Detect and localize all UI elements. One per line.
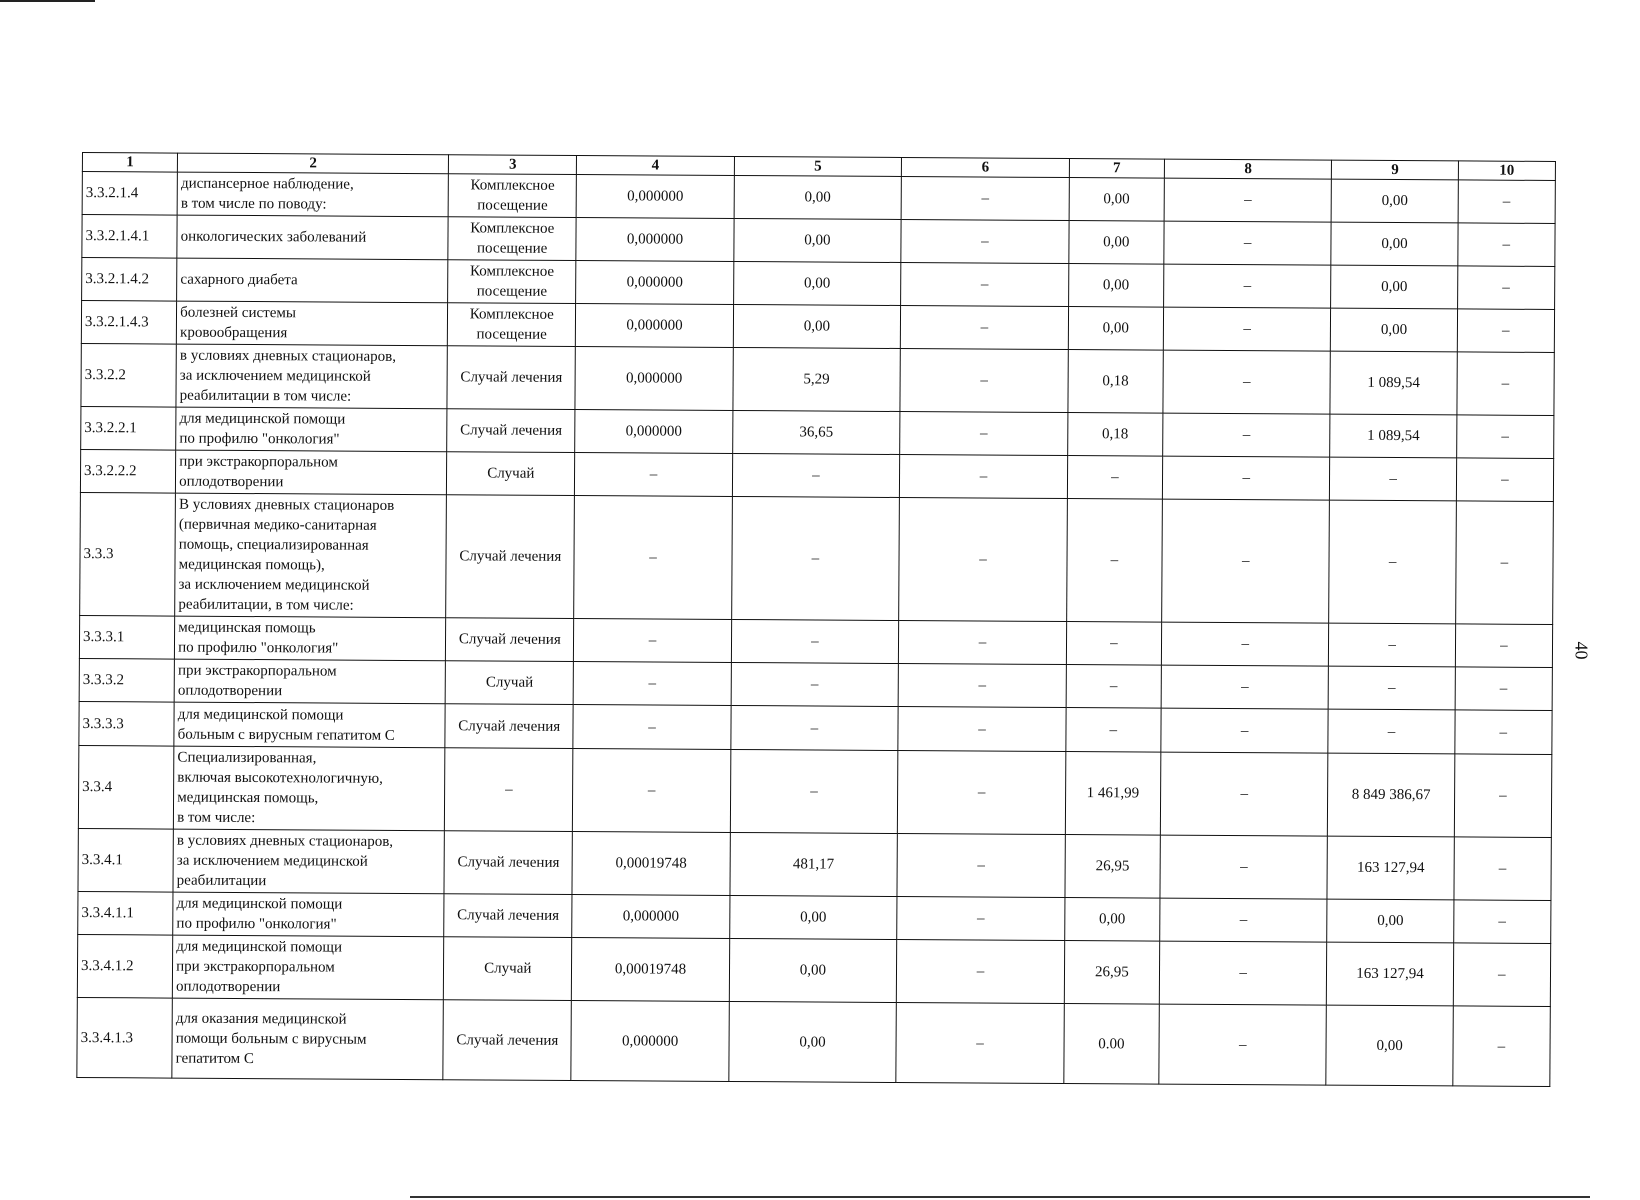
row-col-6: – — [901, 220, 1069, 264]
table-row — [78, 745, 1551, 837]
row-col-7: – — [1066, 622, 1161, 666]
row-col-6: – — [896, 1002, 1064, 1083]
row-col-8: – — [1162, 499, 1330, 623]
row-name: болезней системы кровообращения — [176, 301, 447, 346]
row-col-4: – — [574, 662, 731, 706]
row-unit: Случай лечения — [446, 495, 575, 619]
row-col-7: 0,00 — [1068, 307, 1163, 351]
row-name: сахарного диабета — [177, 258, 448, 303]
row-col-10: – — [1453, 900, 1551, 944]
row-col-4: – — [574, 619, 731, 663]
row-col-10: – — [1457, 266, 1555, 310]
row-col-8: – — [1159, 941, 1327, 1005]
row-col-7: – — [1066, 708, 1161, 753]
row-name: диспансерное наблюдение, в том числе по поводу: — [177, 172, 448, 217]
row-col-5: 0,00 — [734, 175, 902, 219]
row-name: медицинская помощь по профилю "онкология" — [175, 616, 446, 661]
row-col-5: 36,65 — [732, 410, 900, 454]
row-code: 3.3.2.2 — [81, 343, 177, 407]
row-col-6: – — [900, 455, 1068, 499]
row-col-7: 0,00 — [1068, 264, 1163, 308]
column-header-4: 4 — [577, 156, 734, 176]
row-col-9: 0,00 — [1331, 222, 1457, 266]
row-col-9: 0,00 — [1332, 179, 1458, 223]
row-col-10: – — [1453, 943, 1551, 1007]
column-header-6: 6 — [902, 158, 1070, 178]
row-code: 3.3.2.2.1 — [81, 406, 176, 450]
row-name: при экстракорпоральном оплодотворении — [176, 450, 447, 495]
row-col-5: 0,00 — [733, 218, 901, 262]
row-col-4: – — [573, 749, 731, 833]
row-name: Специализированная, включая высокотехнологичную, медицинская помощь, в том числе: — [174, 746, 446, 831]
row-col-10: – — [1452, 1006, 1550, 1087]
row-col-9: – — [1330, 457, 1456, 501]
row-unit: – — [445, 748, 574, 832]
row-name: для медицинской помощи по профилю "онкология" — [176, 407, 447, 452]
row-name: в условиях дневных стационаров, за исключением медицинской реабилитации — [173, 829, 444, 894]
table-row — [78, 828, 1551, 900]
row-name: при экстракорпоральном оплодотворении — [174, 659, 445, 704]
row-col-5: – — [731, 662, 899, 706]
row-col-4: 0,000000 — [575, 347, 733, 411]
row-unit: Случай — [445, 661, 574, 705]
row-col-10: – — [1456, 458, 1554, 502]
row-col-5: 0,00 — [728, 1001, 896, 1082]
row-code: 3.3.3.2 — [79, 658, 174, 702]
row-col-4: 0,000000 — [576, 304, 733, 348]
row-unit: Комплексное посещение — [448, 174, 577, 218]
row-name: для медицинской помощи больным с вирусным гепатитом С — [174, 702, 445, 748]
row-col-5: 0,00 — [733, 304, 901, 348]
row-col-9: 163 127,94 — [1327, 836, 1454, 900]
row-col-6: – — [901, 177, 1069, 221]
row-col-7: 0,18 — [1068, 350, 1164, 414]
row-col-10: – — [1455, 710, 1553, 755]
row-code: 3.3.4 — [78, 745, 174, 829]
row-col-6: – — [900, 349, 1068, 413]
row-col-6: – — [898, 706, 1066, 751]
row-name: для медицинской помощи по профилю "онкология" — [173, 892, 444, 937]
row-col-7: 26,95 — [1064, 941, 1160, 1005]
row-col-4: 0,000000 — [576, 261, 733, 305]
row-col-10: – — [1455, 501, 1553, 625]
row-unit: Комплексное посещение — [448, 217, 577, 261]
row-unit: Случай — [447, 452, 576, 496]
row-unit: Комплексное посещение — [448, 260, 577, 304]
row-unit: Случай лечения — [447, 346, 576, 410]
row-name: в условиях дневных стационаров, за исключением медицинской реабилитации в том числе: — [176, 344, 447, 409]
row-col-8: – — [1163, 307, 1331, 351]
row-col-4: 0,000000 — [571, 1001, 729, 1082]
row-code: 3.3.4.1.3 — [77, 997, 173, 1078]
row-col-10: – — [1454, 837, 1552, 901]
column-header-8: 8 — [1164, 159, 1332, 179]
row-col-9: – — [1329, 623, 1455, 667]
column-header-3: 3 — [449, 155, 577, 175]
row-col-4: – — [573, 705, 730, 750]
row-unit: Комплексное посещение — [447, 303, 576, 347]
row-col-6: – — [899, 498, 1067, 622]
row-col-8: – — [1160, 835, 1328, 899]
row-col-4: 0,00019748 — [572, 938, 730, 1002]
page-number: 40 — [1571, 641, 1592, 660]
row-col-4: 0,000000 — [572, 895, 729, 939]
row-col-7: – — [1066, 499, 1162, 623]
table-row — [77, 934, 1550, 1006]
row-unit: Случай лечения — [443, 1000, 572, 1081]
row-col-7: 0,00 — [1069, 178, 1164, 222]
column-header-10: 10 — [1458, 161, 1555, 181]
row-col-7: 0,18 — [1067, 413, 1162, 457]
row-col-9: – — [1329, 500, 1456, 624]
row-col-5: 481,17 — [730, 832, 898, 896]
row-col-8: – — [1160, 752, 1328, 836]
data-table — [76, 152, 1556, 1087]
row-col-5: 5,29 — [733, 347, 901, 411]
row-code: 3.3.2.1.4.2 — [82, 258, 177, 302]
row-name: для медицинской помощи при экстракорпоральном оплодотворении — [172, 935, 443, 1000]
row-name: В условиях дневных стационаров (первичная медико-санитарная помощь, специализированная медицинская помощь), за исключением медицинской реабилитации, в том числе: — [175, 493, 447, 618]
row-col-8: – — [1162, 456, 1330, 500]
row-col-9: 0,00 — [1331, 308, 1457, 352]
row-col-8: – — [1163, 413, 1331, 457]
row-col-6: – — [897, 896, 1065, 940]
row-col-10: – — [1456, 415, 1554, 459]
table-row — [77, 997, 1550, 1086]
row-col-8: – — [1163, 264, 1331, 308]
row-col-7: – — [1067, 456, 1162, 500]
row-col-9: 8 849 386,67 — [1328, 753, 1455, 837]
row-col-6: – — [897, 833, 1065, 897]
row-col-9: 0,00 — [1326, 1005, 1453, 1086]
row-col-8: – — [1159, 1004, 1327, 1085]
row-col-5: – — [732, 453, 900, 497]
row-code: 3.3.4.1.1 — [78, 891, 173, 935]
row-col-4: 0,000000 — [577, 175, 734, 219]
row-code: 3.3.2.2.2 — [80, 449, 175, 493]
row-col-6: – — [898, 663, 1066, 707]
row-col-10: – — [1455, 667, 1553, 711]
column-header-7: 7 — [1069, 159, 1164, 179]
row-code: 3.3.2.1.4.3 — [81, 301, 176, 345]
row-col-7: 26,95 — [1065, 835, 1161, 899]
row-col-8: – — [1161, 708, 1329, 753]
row-col-10: – — [1455, 624, 1553, 668]
table-row — [81, 343, 1554, 415]
row-col-4: – — [574, 496, 732, 620]
row-name: для оказания медицинской помощи больным с вирусным гепатитом С — [172, 998, 443, 1080]
row-code: 3.3.3.1 — [79, 615, 174, 659]
row-col-4: 0,000000 — [576, 218, 733, 262]
row-col-5: 0,00 — [733, 261, 901, 305]
row-col-8: – — [1161, 622, 1329, 666]
row-code: 3.3.4.1 — [78, 828, 174, 892]
row-col-5: – — [730, 749, 898, 833]
row-col-8: – — [1163, 350, 1331, 414]
row-code: 3.3.3.3 — [79, 701, 174, 746]
row-col-7: 0,00 — [1069, 221, 1164, 265]
row-col-9: – — [1328, 709, 1454, 754]
row-col-6: – — [899, 620, 1067, 664]
scan-artifact-bottom — [410, 1196, 1590, 1198]
scan-artifact-top — [0, 0, 95, 2]
row-unit: Случай — [443, 937, 572, 1001]
row-col-10: – — [1457, 352, 1555, 416]
row-col-7: 0,00 — [1064, 898, 1159, 942]
row-col-8: – — [1164, 178, 1332, 222]
row-code: 3.3.2.1.4.1 — [82, 215, 177, 259]
row-col-7: 0.00 — [1064, 1004, 1160, 1085]
table-row — [80, 492, 1554, 624]
row-col-8: – — [1161, 665, 1329, 709]
row-unit: Случай лечения — [446, 618, 575, 662]
row-unit: Случай лечения — [444, 894, 573, 938]
row-col-9: 163 127,94 — [1327, 942, 1454, 1006]
row-col-5: 0,00 — [729, 895, 897, 939]
row-col-8: – — [1164, 221, 1332, 265]
row-col-6: – — [901, 263, 1069, 307]
row-col-6: – — [900, 412, 1068, 456]
row-col-4: – — [575, 453, 732, 497]
column-header-2: 2 — [178, 153, 449, 174]
row-col-7: 1 461,99 — [1065, 752, 1161, 836]
row-col-8: – — [1160, 898, 1328, 942]
row-col-5: – — [731, 496, 899, 620]
column-header-5: 5 — [734, 156, 902, 176]
row-code: 3.3.4.1.2 — [77, 934, 173, 998]
row-col-9: – — [1329, 666, 1455, 710]
row-col-5: – — [731, 619, 899, 663]
row-col-9: 0,00 — [1327, 899, 1453, 943]
row-col-7: – — [1066, 665, 1161, 709]
row-code: 3.3.2.1.4 — [82, 172, 177, 216]
row-col-9: 0,00 — [1331, 265, 1457, 309]
column-header-9: 9 — [1332, 160, 1458, 180]
row-unit: Случай лечения — [445, 704, 574, 749]
row-code: 3.3.3 — [80, 492, 176, 616]
row-col-6: – — [901, 306, 1069, 350]
row-col-5: 0,00 — [729, 938, 897, 1002]
row-col-6: – — [897, 939, 1065, 1003]
row-col-4: 0,000000 — [575, 410, 732, 454]
row-col-5: – — [731, 705, 899, 750]
row-col-10: – — [1458, 223, 1556, 267]
row-col-9: 1 089,54 — [1330, 414, 1456, 458]
row-col-9: 1 089,54 — [1330, 351, 1457, 415]
row-col-6: – — [898, 750, 1066, 834]
column-header-1: 1 — [82, 153, 177, 173]
row-unit: Случай лечения — [447, 409, 576, 453]
table-body — [77, 172, 1556, 1087]
row-unit: Случай лечения — [444, 831, 573, 895]
row-col-4: 0,00019748 — [572, 832, 730, 896]
row-col-10: – — [1454, 754, 1552, 838]
row-col-10: – — [1457, 309, 1555, 353]
row-name: онкологических заболеваний — [177, 215, 448, 260]
row-col-10: – — [1458, 180, 1556, 224]
